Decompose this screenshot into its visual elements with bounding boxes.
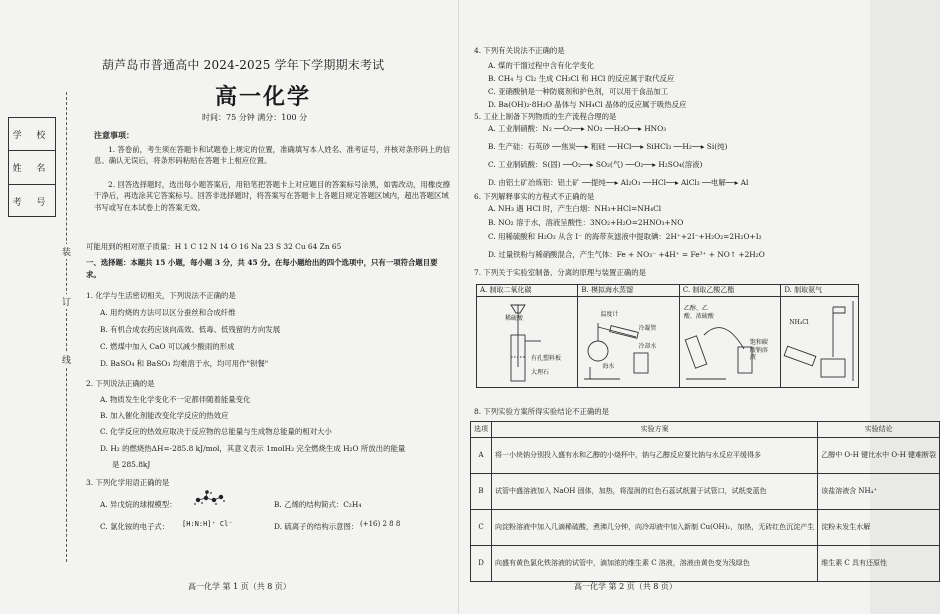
footer-right: 高一化学 第 2 页（共 8 页） — [574, 582, 677, 591]
q4-option-b: B. CH₄ 与 Cl₂ 生成 CH₃Cl 和 HCl 的反应属于取代反应 — [488, 74, 675, 83]
binding-char-ding: 订 — [62, 294, 71, 309]
exam-meta: 时间：75 分钟 满分：100 分 — [202, 113, 308, 122]
q7-header-c: C. 制取乙酸乙酯 — [679, 285, 780, 297]
label-thermometer: 温度计 — [600, 311, 619, 318]
q8-row-b-conclusion: 该盐溶液含 NH₄⁺ — [818, 474, 940, 510]
q2-option-d: D. H₂ 的燃烧热ΔH=-285.8 kJ/mol，其意义表示 1molH₂ 完全燃烧生成 H₂O 所放出的能量 — [100, 444, 406, 453]
q2-option-b: B. 加入催化剂能改变化学反应的热效应 — [100, 411, 229, 420]
school-label: 学 校 — [9, 118, 55, 151]
q8-row-c-plan: 向淀粉溶液中加入几滴稀硫酸，煮沸几分钟，向冷却液中加入新制 Cu(OH)₂，加热，无砖红色沉淀产生 — [492, 510, 818, 546]
q8-row-b-option: B — [471, 474, 492, 510]
sulfide-ion-structure-diagram: (+16) 2 8 8 — [360, 520, 401, 528]
student-info-box — [8, 117, 56, 217]
q3-option-b: B. 乙烯的结构简式：C₂H₄ — [274, 500, 362, 509]
name-label: 姓 名 — [9, 151, 55, 184]
ammonium-chloride-electron-formula: [H:N:H]⁺ Cl⁻ — [182, 520, 233, 528]
binding-line — [66, 92, 67, 562]
exam-number-label: 考 号 — [12, 197, 52, 208]
atomic-masses: 可能用到的相对原子质量：H 1 C 12 N 14 O 16 Na 23 S 32 Cu 64 Zn 65 — [86, 242, 342, 251]
q6-option-c: C. 用稀硫酸和 H₂O₂ 从含 I⁻ 的海带灰滤液中提取碘：2H⁺+2I⁻+H₂O₂=2H₂O+I₂ — [488, 232, 762, 241]
q8-row-a-plan: 将一小块钠分别投入盛有水和乙醇的小烧杯中，钠与乙醇反应要比钠与水反应平缓得多 — [492, 438, 818, 474]
section1-heading: 一、选择题：本题共 15 小题，每小题 3 分，共 45 分。在每小题给出的四个选项中，只有一项符合题目要求。 — [86, 258, 438, 279]
q1-stem: 1. 化学与生活密切相关，下列说法不正确的是 — [86, 291, 236, 300]
q6-option-b: B. NO₂ 溶于水，溶液呈酸性：3NO₂+H₂O=2HNO₃+NO — [488, 218, 684, 227]
q1-option-c: C. 燃煤中加入 CaO 可以减少酸雨的形成 — [100, 342, 235, 351]
binding-char-xian: 线 — [62, 352, 71, 367]
label-sodium-carbonate-solution: 饱和碳酸钠溶液 — [749, 339, 768, 361]
q8-row-d-option: D — [471, 546, 492, 582]
q8-row-b-plan: 试管中盛溶液加入 NaOH 固体，加热，将湿润的红色石蕊试纸置于试管口，试纸变蓝色 — [492, 474, 818, 510]
q4-option-a: A. 煤的干馏过程中含有化学变化 — [488, 61, 595, 70]
q8-row-c-option: C — [471, 510, 492, 546]
q4-option-c: C. 亚硝酸钠是一种防腐剂和护色剂，可以用于食品加工 — [488, 87, 669, 96]
label-dilute-sulfuric-acid: 稀硫酸 — [505, 315, 524, 322]
label-ammonium-chloride: NH₄Cl — [789, 319, 809, 326]
q1-option-a: A. 用灼烧的方法可以区分蚕丝和合成纤维 — [100, 308, 236, 317]
q8-header-conclusion: 实验结论 — [818, 422, 940, 438]
q1-option-b: B. 有机合成农药应该向高效、低毒、低残留的方向发展 — [100, 325, 281, 334]
notes-heading: 注意事项： — [94, 130, 134, 140]
q3-stem: 3. 下列化学用语正确的是 — [86, 478, 170, 487]
note-2: 2. 回答选择题时，选出每小题答案后，用铅笔把答题卡上对应题目的答案标号涂黑，如需改动，用橡皮擦干净后，再选涂其它答案标号。回答非选择题时，将答案写在答题卡上各题目规定答题区域内，超出答题区域书写或写在本试卷上的答案无效。 — [94, 180, 450, 212]
q5-stem: 5. 工业上制备下列物质的生产流程合理的是 — [474, 112, 617, 121]
q8-row-d-plan: 向盛有黄色氯化铁溶液的试管中，滴加浓的维生素 C 溶液，溶液由黄色变为浅绿色 — [492, 546, 818, 582]
q7-cell-b — [578, 297, 680, 388]
q3-option-c: C. 氯化铵的电子式： — [100, 522, 170, 531]
co2-apparatus-drawing — [481, 297, 569, 387]
isopentane-ball-stick-model — [192, 490, 226, 508]
page-fold — [458, 0, 459, 614]
distillation-apparatus-drawing — [580, 297, 672, 387]
label-reactants: 乙醇、乙酸、浓硫酸 — [683, 305, 714, 320]
exam-title: 葫芦岛市普通高中 2024-2025 学年下学期期末考试 — [102, 58, 385, 72]
q5-option-c: C. 工业制硫酸：S(固) ──O₂──▸ SO₂(气) ──O₂──▸ H₂SO₄(溶液) — [488, 160, 703, 169]
label-seawater: 海水 — [602, 363, 615, 370]
q8-row-c-conclusion: 淀粉未发生水解 — [818, 510, 940, 546]
binding-char-zhuang: 装 — [62, 244, 71, 259]
q5-option-d: D. 由铝土矿冶炼铝：铝土矿 ──提纯──▸ Al₂O₃ ──HCl──▸ AlCl₃ ──电解──▸ Al — [488, 178, 749, 187]
q2-option-a: A. 物质发生化学变化不一定都伴随着能量变化 — [100, 395, 251, 404]
q3-option-a: A. 异戊烷的球棍模型： — [100, 500, 177, 509]
q6-stem: 6. 下列解释事实的方程式不正确的是 — [474, 192, 595, 201]
q7-stem: 7. 下列关于实验室制备、分离的原理与装置正确的是 — [474, 268, 646, 277]
label-cooling-water: 冷却水 — [638, 343, 657, 350]
q2-option-d-cont: 是 285.8kJ — [112, 460, 151, 469]
q6-option-d: D. 过量铁粉与稀硝酸混合，产生气体：Fe + NO₃⁻ +4H⁺ = Fe³⁺ + NO↑ +2H₂O — [488, 250, 765, 259]
q3-option-d: D. 硫离子的结构示意图： — [274, 522, 359, 531]
q7-header-a: A. 制取二氧化碳 — [477, 285, 578, 297]
q1-option-d: D. BaSO₄ 和 BaSO₃ 均难溶于水，均可用作"钡餐" — [100, 359, 269, 368]
footer-left: 高一化学 第 1 页（共 8 页） — [188, 582, 291, 591]
label-marble: 大理石 — [531, 369, 550, 376]
q8-row-a-conclusion: 乙醇中 O-H 键比水中 O-H 键难断裂 — [818, 438, 940, 474]
q4-option-d: D. Ba(OH)₂·8H₂O 晶体与 NH₄Cl 晶体的反应属于吸热反应 — [488, 100, 687, 109]
ammonia-apparatus-drawing — [783, 297, 875, 387]
q8-stem: 8. 下列实验方案所得实验结论不正确的是 — [474, 407, 610, 416]
q2-stem: 2. 下列说法正确的是 — [86, 379, 155, 388]
q8-table — [470, 421, 940, 582]
note-1: 1. 答卷前，考生须在答题卡和试题卷上规定的位置，准确填写本人姓名、准考证号，并核对条形码上的信息。确认无误后，将条形码粘贴在答题卡上相应位置。 — [94, 145, 450, 166]
q7-header-b: B. 模拟海水蒸馏 — [578, 285, 680, 297]
q7-apparatus-table — [476, 284, 859, 388]
q8-row-d-conclusion: 维生素 C 具有还原性 — [818, 546, 940, 582]
q2-option-c: C. 化学反应的热效应取决于反应物的总能量与生成物总能量的相对大小 — [100, 427, 332, 436]
q7-cell-a — [477, 297, 578, 388]
q4-stem: 4. 下列有关说法不正确的是 — [474, 46, 565, 55]
label-perforated-plate: 有孔塑料板 — [531, 355, 562, 362]
q5-option-a: A. 工业制硝酸：N₂ ──O₂──▸ NO₂ ──H₂O──▸ HNO₃ — [488, 124, 667, 133]
q7-header-d: D. 制取氨气 — [781, 285, 859, 297]
q8-header-plan: 实验方案 — [492, 422, 818, 438]
label-condenser: 冷凝管 — [638, 325, 657, 332]
q8-header-option: 选项 — [471, 422, 492, 438]
q7-cell-d — [781, 297, 859, 388]
subject-title: 高一化学 — [215, 85, 312, 110]
q5-option-b: B. 生产硅：石英砂 ──焦炭──▸ 粗硅 ──HCl──▸ SiHCl₃ ──H₂──▸ Si(纯) — [488, 142, 728, 151]
q7-cell-c — [679, 297, 780, 388]
q6-option-a: A. NH₃ 遇 HCl 时，产生白烟：NH₃+HCl=NH₄Cl — [488, 204, 662, 213]
q8-row-a-option: A — [471, 438, 492, 474]
